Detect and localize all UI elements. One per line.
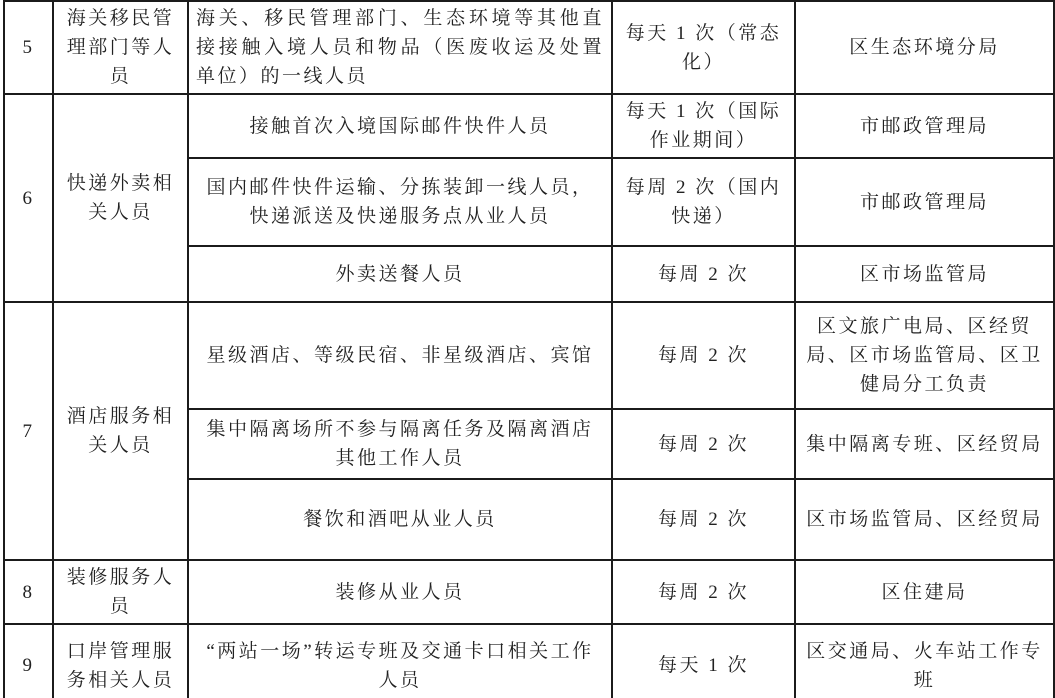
frequency-cell: 每周 2 次（国内快递） <box>612 158 795 246</box>
row-group-7 <box>4 302 1054 560</box>
category-cell: 酒店服务相关人员 <box>53 302 188 560</box>
department-cell: 市邮政管理局 <box>795 158 1054 246</box>
description-cell: 装修从业人员 <box>188 560 612 624</box>
description-cell: 海关、移民管理部门、生态环境等其他直接接触入境人员和物品（医废收运及处置单位）的一线人员 <box>188 1 612 94</box>
table-row <box>4 624 1054 698</box>
department-cell: 集中隔离专班、区经贸局 <box>795 409 1054 479</box>
row-number-cell: 8 <box>4 560 53 624</box>
row-number-cell: 6 <box>4 94 53 302</box>
table-row <box>4 560 1054 624</box>
row-group-8 <box>4 560 1054 624</box>
frequency-cell: 每周 2 次 <box>612 302 795 409</box>
category-cell: 口岸管理服务相关人员 <box>53 624 188 698</box>
row-number-cell: 9 <box>4 624 53 698</box>
row-group-5 <box>4 1 1054 94</box>
frequency-cell: 每天 1 次（常态化） <box>612 1 795 94</box>
department-cell: 区交通局、火车站工作专班 <box>795 624 1054 698</box>
row-group-9 <box>4 624 1054 698</box>
row-number-cell: 5 <box>4 1 53 94</box>
frequency-cell: 每周 2 次 <box>612 560 795 624</box>
frequency-cell: 每周 2 次 <box>612 246 795 302</box>
table-row <box>4 94 1054 158</box>
description-cell: 外卖送餐人员 <box>188 246 612 302</box>
table-row <box>4 1 1054 94</box>
department-cell: 市邮政管理局 <box>795 94 1054 158</box>
department-cell: 区住建局 <box>795 560 1054 624</box>
category-cell: 装修服务人员 <box>53 560 188 624</box>
description-cell: 接触首次入境国际邮件快件人员 <box>188 94 612 158</box>
description-cell: 餐饮和酒吧从业人员 <box>188 479 612 560</box>
description-cell: 集中隔离场所不参与隔离任务及隔离酒店其他工作人员 <box>188 409 612 479</box>
department-cell: 区生态环境分局 <box>795 1 1054 94</box>
frequency-cell: 每周 2 次 <box>612 479 795 560</box>
row-number-cell: 7 <box>4 302 53 560</box>
department-cell: 区文旅广电局、区经贸局、区市场监管局、区卫健局分工负责 <box>795 302 1054 409</box>
frequency-cell: 每天 1 次（国际作业期间） <box>612 94 795 158</box>
description-cell: “两站一场”转运专班及交通卡口相关工作人员 <box>188 624 612 698</box>
department-cell: 区市场监管局、区经贸局 <box>795 479 1054 560</box>
description-cell: 星级酒店、等级民宿、非星级酒店、宾馆 <box>188 302 612 409</box>
description-cell: 国内邮件快件运输、分拣装卸一线人员，快递派送及快递服务点从业人员 <box>188 158 612 246</box>
frequency-cell: 每天 1 次 <box>612 624 795 698</box>
table-row <box>4 302 1054 409</box>
category-cell: 海关移民管理部门等人员 <box>53 1 188 94</box>
category-cell: 快递外卖相关人员 <box>53 94 188 302</box>
row-group-6 <box>4 94 1054 302</box>
frequency-cell: 每周 2 次 <box>612 409 795 479</box>
personnel-test-frequency-table <box>3 0 1055 698</box>
department-cell: 区市场监管局 <box>795 246 1054 302</box>
